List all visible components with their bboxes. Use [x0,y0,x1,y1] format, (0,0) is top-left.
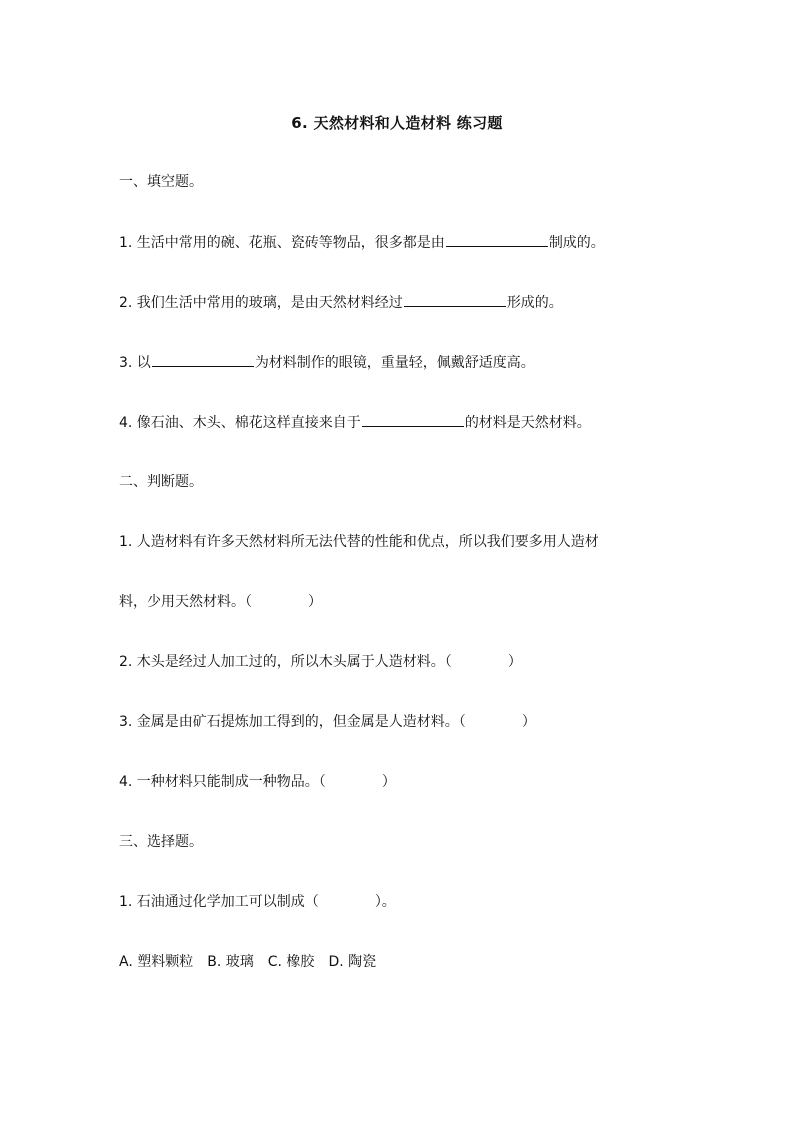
question-text: 3. 金属是由矿石提炼加工得到的，但金属是人造材料。（ [119,714,466,730]
true-false-question-3 [119,710,536,734]
question-text: 3. 以 [119,355,151,371]
question-text: 形成的。 [506,295,563,311]
close-paren: ） [381,774,396,790]
multiple-choice-question-1 [119,890,396,914]
close-paren: ） [308,594,322,610]
fill-blank-question-4 [119,410,591,435]
section-heading-fill-blank: 一、填空题。 [119,174,203,190]
page-title: 6. 天然材料和人造材料 练习题 [291,114,503,132]
true-false-question-1-line-2 [119,590,322,614]
multiple-choice-options [119,950,390,974]
question-text: 4. 像石油、木头、棉花这样直接来自于 [119,415,361,431]
true-false-question-4 [119,770,396,794]
true-false-question-1-line-1: 1. 人造材料有许多天然材料所无法代替的性能和优点，所以我们要多用人造材 [119,534,599,550]
option-d[interactable]: D. 陶瓷 [328,954,377,970]
option-a[interactable]: A. 塑料颗粒 [119,954,194,970]
question-text: 料，少用天然材料。（ [119,594,252,610]
fill-blank-question-1 [119,230,605,255]
close-paren: ） [521,714,536,730]
section-heading-multiple-choice: 三、选择题。 [119,834,203,850]
question-text: 2. 我们生活中常用的玻璃，是由天然材料经过 [119,295,403,311]
question-text: 2. 木头是经过人加工过的，所以木头属于人造材料。（ [119,654,452,670]
answer-blank[interactable] [152,350,254,367]
option-c[interactable]: C. 橡胶 [267,954,315,970]
question-text: 为材料制作的眼镜，重量轻，佩戴舒适度高。 [254,355,535,371]
question-text: 1. 石油通过化学加工可以制成（ [119,894,319,910]
question-text: 的材料是天然材料。 [464,415,591,431]
option-b[interactable]: B. 玻璃 [207,954,254,970]
section-heading-true-false: 二、判断题。 [119,474,203,490]
answer-blank[interactable] [362,410,464,427]
question-text: 制成的。 [548,235,605,251]
true-false-question-2 [119,650,522,674]
answer-blank[interactable] [446,230,548,247]
close-paren: ） [507,654,522,670]
question-text: 4. 一种材料只能制成一种物品。（ [119,774,326,790]
question-text: 1. 生活中常用的碗、花瓶、瓷砖等物品，很多都是由 [119,235,445,251]
fill-blank-question-3 [119,350,535,375]
fill-blank-question-2 [119,290,563,315]
close-paren: ）。 [374,894,396,910]
answer-blank[interactable] [404,290,506,307]
